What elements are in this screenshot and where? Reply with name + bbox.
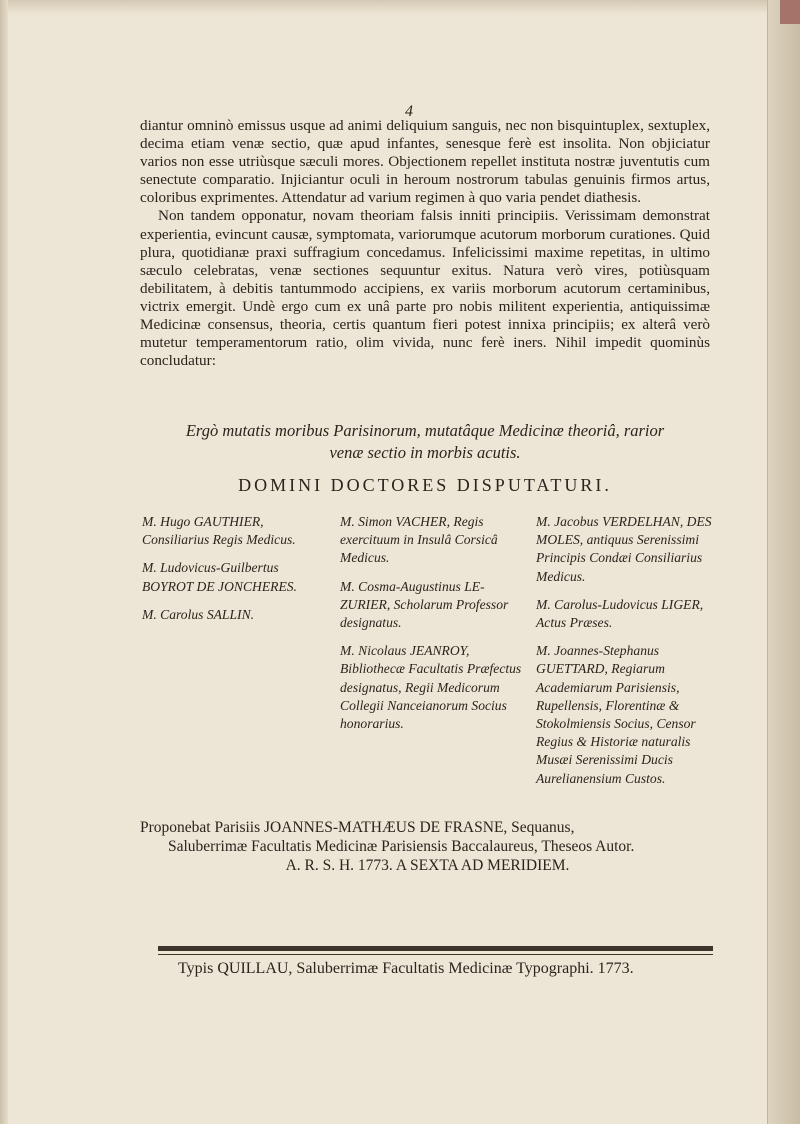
doctor-entry: M. Simon VACHER, Regis exercituum in Insulâ Corsicâ Medicus. (340, 514, 498, 566)
doctor-entry: M. Ludovicus-Guilbertus BOYROT DE JONCHERES. (142, 560, 297, 594)
doctor-entry: M. Joannes-Stephanus GUETTARD, Regiarum Academiarum Parisiensis, Rupellensis, Florentinæ & Stokolmiensis Socius, Censor Regius & Historiæ naturalis Musæi Serenissimi Ducis Aurelianensium Custos. (536, 643, 696, 786)
double-rule-thin (158, 954, 713, 955)
colophon-line-3: A. R. S. H. 1773. A SEXTA AD MERIDIEM. (285, 857, 570, 874)
doctor-entry: M. Carolus SALLIN. (142, 606, 255, 622)
doctor-entry: M. Cosma-Augustinus LE-ZURIER, Scholarum Professor designatus. (340, 578, 509, 631)
paragraph-2: Non tandem opponatur, novam theoriam falsis inniti principiis. Verissimam demonstrat experientia, evincunt causæ, symptomata, variorumque acutorum morborum curationes. Quid plura, quotidianæ praxi suffragium concedamus. Infelicissimi maxime repetitas, in ultimo sæculo celebratas, venæ sectiones sequuntur exitus. Natura verò vires, potiùsquam debilitatem, à debitis tantummodo accipiens, ex variis morborum acutorum certaminibus, victrix emergit. Undè ergo cum ex unâ parte pro nobis militent experientia, antiquissimæ Medicinæ consensus, theoria, certis quantum fieri potest innixa principiis; ex alterâ verò mutetur temperamentorum ratio, olim vivida, nunc ferè iners. Nihil impedit quominùs concludatur: (140, 207, 710, 370)
double-rule-thick (158, 946, 713, 951)
doctors-column-1 (142, 513, 322, 634)
doctors-column-2 (340, 513, 522, 743)
red-cover-corner (780, 0, 800, 24)
page-top-edge (0, 0, 800, 14)
doctors-column-3 (536, 513, 716, 798)
doctor-entry: M. Carolus-Ludovicus LIGER, Actus Præses. (536, 596, 704, 631)
body-text (140, 117, 710, 370)
doctor-entry: M. Jacobus VERDELHAN, DES MOLES, antiquus Serenissimi Principis Condæi Consiliarius Medicus. (536, 514, 712, 584)
colophon-line-1: Proponebat Parisiis JOANNES-MATHÆUS DE FRASNE, Sequanus, (140, 819, 575, 836)
colophon-line-2: Saluberrimæ Facultatis Medicinæ Parisiensis Baccalaureus, Theseos Autor. (168, 838, 635, 855)
printer-imprint: Typis QUILLAU, Saluberrimæ Facultatis Medicinæ Typographi. 1773. (178, 960, 634, 977)
paragraph-1: diantur omninò emissus usque ad animi deliquium sanguis, nec non bisquintuplex, sextuplex, decima etiam venæ sectio, quæ apud infantes, senesque ferè est insolita. Non objiciatur varios non esse utriùsque sæculi mores. Objectionem repellet instituta nostræ juventutis cum senectute comparatio. Injiciantur oculi in heroum nostrorum tabulas genuinis firmos artus, coloribus exprimentes. Attendatur ad varium regimen à quo varia pendet diathesis. (140, 117, 710, 207)
doctor-entry: M. Hugo GAUTHIER, Consiliarius Regis Medicus. (142, 514, 296, 548)
thesis-line-1: Ergò mutatis moribus Parisinorum, mutatâque Medicinæ theoriâ, rarior (185, 421, 665, 440)
doctors-heading: DOMINI DOCTORES DISPUTATURI. (238, 475, 612, 495)
book-spine-edge (767, 0, 800, 1124)
thesis-line-2: venæ sectio in morbis acutis. (329, 443, 521, 462)
page-left-edge (0, 0, 8, 1124)
doctor-entry: M. Nicolaus JEANROY, Bibliothecæ Facultatis Præfectus designatus, Regii Medicorum Collegii Nanceianorum Socius honorarius. (340, 643, 522, 732)
page-number: 4 (405, 103, 413, 120)
colophon (140, 818, 715, 875)
thesis-statement (140, 420, 710, 464)
